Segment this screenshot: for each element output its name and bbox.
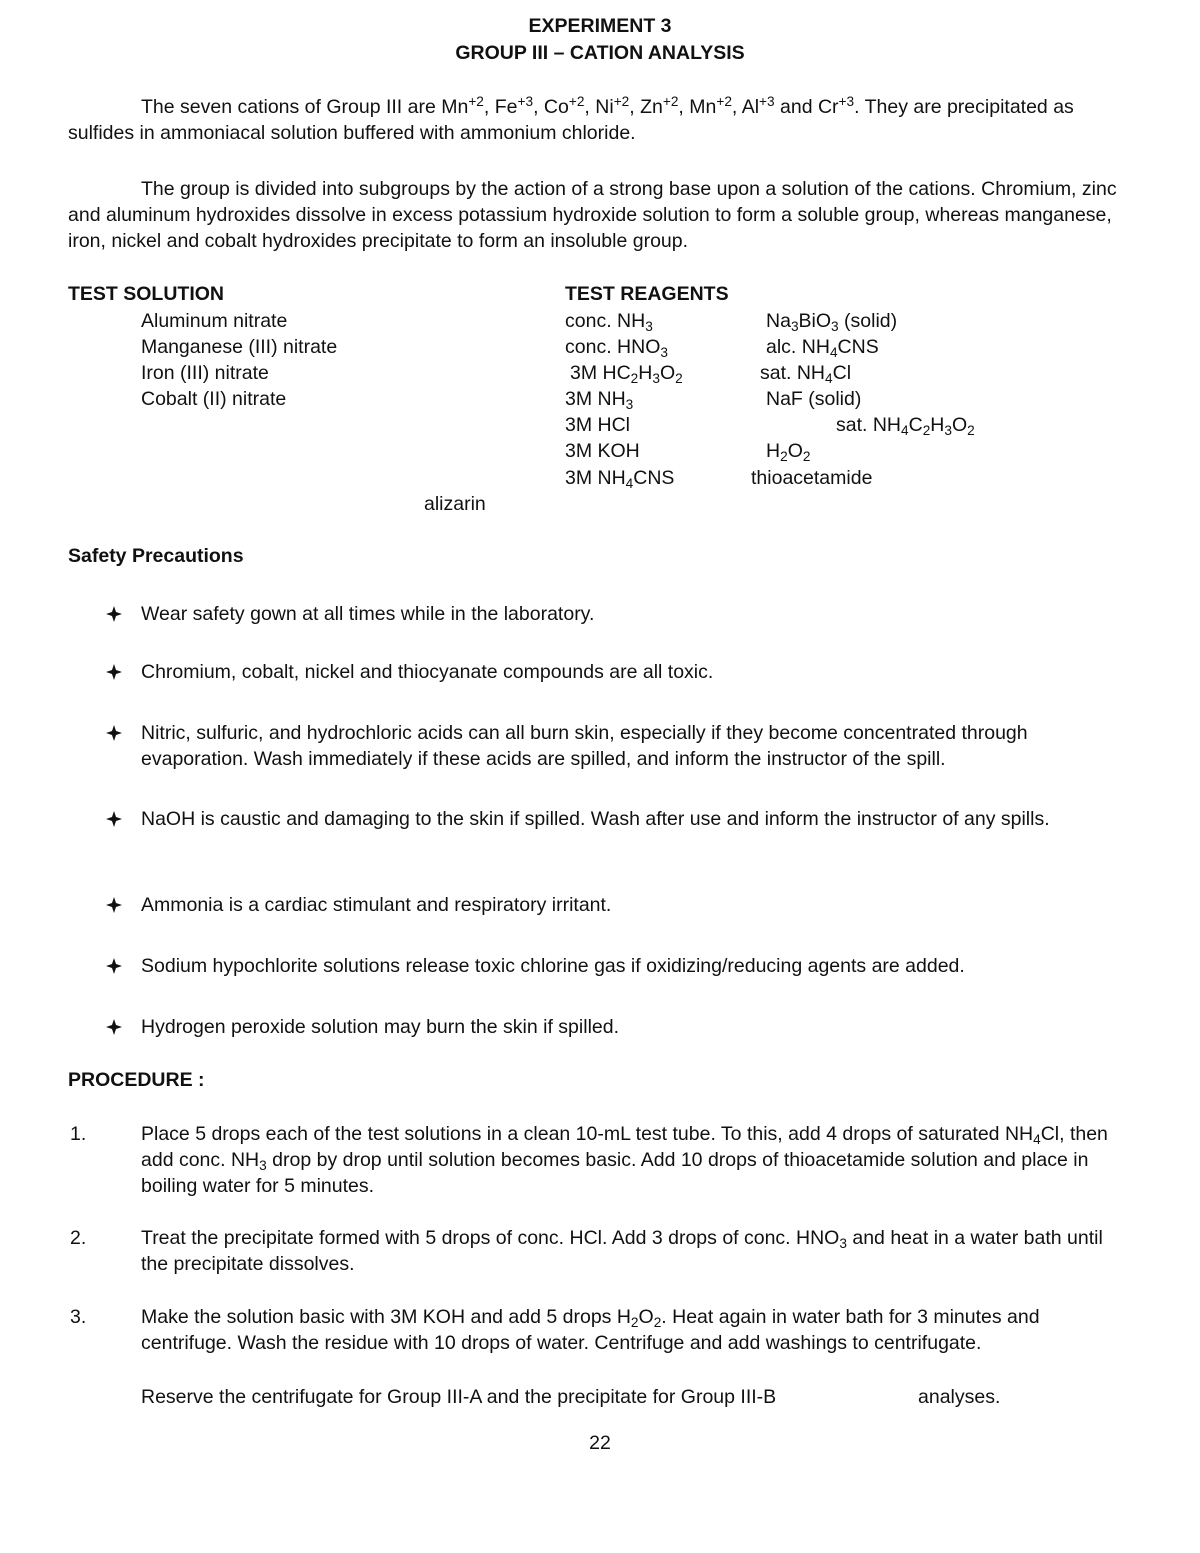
safety-heading: Safety Precautions [68, 545, 244, 567]
page-title: GROUP III – CATION ANALYSIS [455, 42, 745, 64]
step-number: 3. [70, 1306, 87, 1328]
diamond-bullet-icon [105, 1018, 123, 1036]
diamond-bullet-icon [105, 724, 123, 742]
reagent-item: 3M $HC_2H_3O_2$ [570, 362, 683, 386]
test-reagents-heading: TEST REAGENTS [565, 283, 729, 305]
reagent-item: NaF (solid) [766, 388, 862, 410]
reagent-item: conc. $HNO_3$ [565, 336, 668, 360]
safety-item: Wear safety gown at all times while in the laboratory. [141, 603, 595, 625]
diamond-bullet-icon [105, 957, 123, 975]
reagent-item: 3M KOH [565, 440, 640, 462]
step-number: 2. [70, 1227, 87, 1249]
reagent-item: thioacetamide [751, 467, 873, 489]
page-number: 22 [589, 1432, 611, 1454]
reserve-note-end: analyses. [918, 1386, 1001, 1408]
reserve-note: Reserve the centrifugate for Group III-A and the precipitate for Group III-B [141, 1386, 777, 1408]
safety-item: NaOH is caustic and damaging to the skin if spilled. Wash after use and inform the instructor of any spills. [141, 808, 1050, 830]
reagent-item: 3M HCl [565, 414, 631, 436]
safety-item: Nitric, sulfuric, and hydrochloric acids can all burn skin, especially if they become concentrated through evaporation. Wash immediately if these acids are spilled, and inform the instructor of the spill. [141, 722, 1028, 770]
safety-item: Sodium hypochlorite solutions release toxic chlorine gas if oxidizing/reducing agents are added. [141, 955, 965, 977]
intro-paragraph-1: The seven cations of Group III are $Mn^{+2}$, $Fe^{+3}$, $Co^{+2}$, $Ni^{+2}$, $Zn^{+2}$, $Mn^{+2}$, $Al^{+3}$ and $Cr^{+3}$. They are precipitated as sulfides in ammoniacal solution buffered with ammonium chloride. [68, 94, 1074, 144]
diamond-bullet-icon [105, 810, 123, 828]
procedure-step: Treat the precipitate formed with 5 drops of conc. HCl. Add 3 drops of conc. $HNO_3$ and heat in a water bath until the precipitate dissolves. [141, 1227, 1103, 1275]
procedure-step: Make the solution basic with 3M KOH and add 5 drops $H_2O_2$. Heat again in water bath for 3 minutes and centrifuge. Wash the residue with 10 drops of water. Centrifuge and add washings to centrifugate. [141, 1306, 1040, 1354]
step-number: 1. [70, 1123, 87, 1145]
reagent-item: conc. $NH_3$ [565, 310, 653, 334]
reagent-item: 3M $NH_4CNS$ [565, 467, 675, 491]
procedure-step: Place 5 drops each of the test solutions in a clean 10-mL test tube. To this, add 4 drops of saturated $NH_4Cl$, then add conc. $NH_3$ drop by drop until solution becomes basic. Add 10 drops of thioacetamide solution and place in boiling water for 5 minutes. [141, 1123, 1108, 1197]
experiment-heading: EXPERIMENT 3 [528, 15, 672, 37]
reagent-item-alizarin: alizarin [424, 493, 486, 515]
test-solution-item: Manganese (III) nitrate [141, 336, 338, 358]
diamond-bullet-icon [105, 896, 123, 914]
reagent-item: sat. $NH_4C_2H_3O_2$ [836, 414, 975, 438]
intro-paragraph-2: The group is divided into subgroups by the action of a strong base upon a solution of the cations. Chromium, zinc and aluminum hydroxides dissolve in excess potassium hydroxide solution to form a soluble group, whereas manganese, iron, nickel and cobalt hydroxides precipitate to form an insoluble group. [68, 178, 1117, 252]
test-solution-heading: TEST SOLUTION [68, 283, 224, 305]
reagent-item: $H_2O_2$ [766, 440, 811, 464]
safety-item: Ammonia is a cardiac stimulant and respiratory irritant. [141, 894, 612, 916]
safety-item: Hydrogen peroxide solution may burn the skin if spilled. [141, 1016, 620, 1038]
reagent-item: $Na_3BiO_3$ (solid) [766, 310, 898, 334]
reagent-item: sat. $NH_4Cl$ [760, 362, 852, 386]
safety-item: Chromium, cobalt, nickel and thiocyanate compounds are all toxic. [141, 661, 714, 683]
test-solution-item: Iron (III) nitrate [141, 362, 269, 384]
test-solution-item: Cobalt (II) nitrate [141, 388, 287, 410]
reagent-item: 3M $NH_3$ [565, 388, 634, 412]
reagent-item: alc. $NH_4CNS$ [766, 336, 879, 360]
diamond-bullet-icon [105, 663, 123, 681]
test-solution-item: Aluminum nitrate [141, 310, 288, 332]
diamond-bullet-icon [105, 605, 123, 623]
procedure-heading: PROCEDURE : [68, 1069, 205, 1091]
